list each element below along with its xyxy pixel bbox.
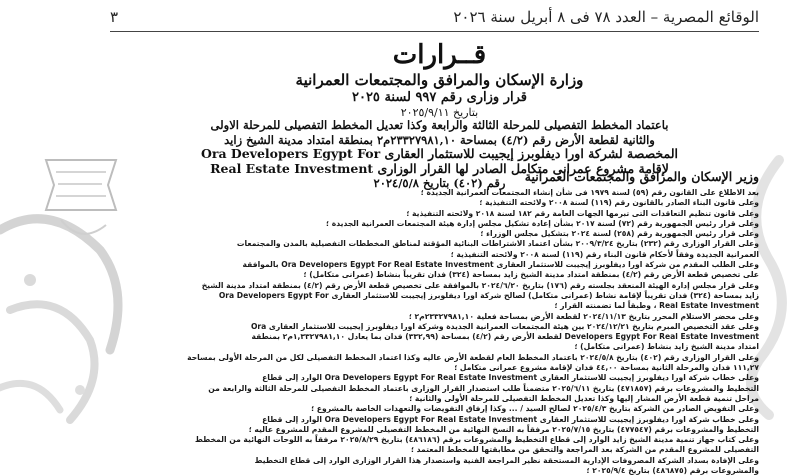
body-line: وعلى الإفادة بسداد الشركة المصروفات الإدارية المستحقة نظير المراجعة الفنية واستصدار هذا القرار الوزارى الوارد إلى قطاع التخطيط <box>254 455 759 465</box>
subject-line: والثانية لقطعة الأرض رقم (٤/٢) بمساحة ٢٣٣٢٧٩٨١,١٠م٢ بمنطقة امتداد مدينة الشيخ زايد <box>224 132 655 147</box>
body-line: وعلى قرار رئيس الجمهورية رقم (٢٥٨) لسنة ٢٠٢٤ بتشكيل مجلس الوزراء ؛ <box>480 229 759 239</box>
ministry-name: وزارة الإسكان والمرافق والمجتمعات العمرانية <box>295 71 584 89</box>
body-line: التخطيط والمشروعات برقم (٤٧١٨٥٧) بتاريخ ٢٠٢٥/٦/١١ متضمناً طلب استصدار القرار الوزارى باعتماد المخطط التفصيلى للمرحلة الثالثة والرابعة من <box>208 383 759 393</box>
body-line: وعلى كتاب جهاز تنمية مدينة الشيخ زايد الوارد إلى قطاع التخطيط والمشروعات برقم (٤٨٦١٨٦) بتاريخ ٢٠٢٥/٨/٢٩ مرفقاً به اللوحات النهائية من المخطط <box>195 435 759 445</box>
section-title: قــرارات <box>392 40 487 70</box>
body-line: وعلى قرار مجلس إدارة الهيئة المنعقد بجلسته رقم (١٧٦) بتاريخ ٢٠٢٤/٦/٢٠ بالموافقة على تخصيص قطعة الأرض رقم (٤/٢) بمنطقة امتداد مدينة الشيخ <box>201 280 759 290</box>
decree-heading <box>120 40 759 120</box>
body-line: بعد الاطلاع على القانون رقم (٥٩) لسنة ١٩٧٩ فى شأن إنشاء المجتمعات العمرانية الجديدة ؛ <box>420 188 759 197</box>
stamp-graphic <box>36 150 126 250</box>
body-line: وعلى القرار الوزارى رقم (٢٣٢) بتاريخ ٢٠٠٩/٣/٢٤ بشأن اعتماد الاشتراطات البنائية المؤقتة لمناطق المخططات التفصيلية بالمدن والمجتمعات <box>236 239 759 249</box>
publication-line: الوقائع المصرية – العدد ٧٨ فى ٨ أبريل سنة ٢٠٢٦ <box>453 8 759 26</box>
body-line: وعلى عقد التخصيص المبرم بتاريخ ٢٠٢٤/١٢/٢١ بين هيئة المجتمعات العمرانية الجديدة وشركة اورا ديفلوبرز إيجيبت للاستثمار العقارى Ora <box>250 321 759 331</box>
body-line: وعلى قرار رئيس الجمهورية رقم (٧٢) لسنة ٢٠١٧ بشأن إعادة تشكيل مجلس إدارة هيئة المجتمعات العمرانية الجديدة ؛ <box>326 218 759 228</box>
body-line: Real Estate Investment ، وطبقاً لما تضمنته القرار ؛ <box>554 301 759 311</box>
body-line: زايد بمساحة (٣٢٤) فدان تقريباً لإقامة نشاط (عمرانى متكامل) لصالح شركة اورا ديفلوبرز إيجيبت للاستثمار العقارى Ora Developers Egypt For <box>218 290 759 300</box>
body-line: Developers Egypt For Real Estate Investment لقطعة الأرض رقم (٤/٢) بمساحة (٣٣٢,٩٩) فدان بما يعادل ١,٣٣٢٧٩٨١,١٠م٢ بمنطقة <box>251 332 759 342</box>
subject-line: باعتماد المخطط التفصيلى للمرحلة الثالثة والرابعة وكذا تعديل المخطط التفصيلى للمرحلة الاولى <box>210 118 669 132</box>
body-line: وعلى خطاب شركة اورا ديفلوبرز إيجيبت للاستثمار العقارى Ora Developers Egypt For Real Estate Investment الوارد إلى قطاع <box>262 414 759 424</box>
minister-title: وزير الإسكان والمرافق والمجتمعات العمرانية <box>524 169 759 184</box>
subject-line: رقم (٤٠٢) بتاريخ ٢٠٢٤/٥/٨ <box>373 176 506 190</box>
body-line: وعلى التفويض الصادر من الشركة بتاريخ ٢٠٢٥/٤/٣ لصالح السيد / ... وكذا إرفاق التفويضات والتعهدات الخاصة بالمشروع ؛ <box>311 404 759 414</box>
body-line: وعلى قانون تنظيم التعاقدات التى تبرمها الجهات العامة رقم ١٨٢ لسنة ٢٠١٨ ولائحته التنفيذية ؛ <box>406 208 759 218</box>
subject-line: المخصصة لشركة اورا ديفلوبرز إيجيبت للاستثمار العقارى Ora Developers Egypt For <box>201 146 678 161</box>
body-line: ١١١,٢٧ فدان والمرحلة الثانية بمساحة ٤٤,٠٠ فدان لإقامة مشروع عمرانى متكامل ؛ <box>454 363 759 373</box>
body-line: التفصيلى للمشروع المقدم من الشركة بعد المراجعة والتحقق من مطابقتها للمخطط المعتمد ؛ <box>410 445 759 455</box>
body-line: مراحل تنمية قطعة الأرض المشار إليها وكذا تعديل المخطط التفصيلى للمرحلة الأولى والثانية ؛ <box>409 393 759 403</box>
running-header <box>110 6 759 28</box>
page-number: ٣ <box>110 8 119 26</box>
body-line: وعلى محضر الاستلام المحرر بتاريخ ٢٠٢٤/١١/١٣ لقطعة الأرض بمساحة فعلية ٢٣٣٢٧٩٨١,١٠م٢ ؛ <box>408 311 759 321</box>
decree-body <box>120 188 759 476</box>
decree-date: بتاريخ ٢٠٢٥/٩/١١ <box>400 106 479 119</box>
body-line: وعلى القرار الوزارى رقم (٤٠٢) بتاريخ ٢٠٢٤/٥/٨ باعتماد المخطط العام لقطعة الأرض عاليه وكذا اعتماد المخطط التفصيلى لكل من المرحلة الأولى بمساحة <box>187 352 759 362</box>
body-line: والمشروعات برقم (٤٨٦٨٧٥) بتاريخ ٢٠٢٥/٩/٤ ؛ <box>586 466 759 476</box>
subject-line: لإقامة مشروع عمرانى متكامل الصادر لها القرار الوزارى Real Estate Investment <box>210 160 669 176</box>
body-line: وعلى الطلب المقدم من شركة اورا ديفلوبرز إيجيبت للاستثمار العقارى Ora Developers Egypt For Real Estate Investment بالموافقة <box>242 260 759 270</box>
body-line: العمرانية الجديدة وفقاً لأحكام قانون البناء رقم (١١٩) لسنة ٢٠٠٨ ولائحته التنفيذية ؛ <box>450 249 759 259</box>
body-line: وعلى قانون البناء الصادر بالقانون رقم (١١٩) لسنة ٢٠٠٨ ولائحته التنفيذية ؛ <box>479 198 759 208</box>
body-line: على تخصيص قطعة الأرض رقم (٤/٢) بمنطقة امتداد مدينة الشيخ زايد بمساحة (٣٢٤) فدان تقريباً بنشاط (عمرانى متكامل) ؛ <box>303 270 759 280</box>
body-line: وعلى خطاب شركة اورا ديفلوبرز إيجيبت للاستثمار العقارى Ora Developers Egypt For Real Estate Investment الوارد إلى قطاع <box>262 373 759 383</box>
body-line: امتداد مدينة الشيخ زايد بنشاط (عمرانى متكامل) ؛ <box>574 342 759 352</box>
decree-number: قرار وزارى رقم ٩٩٧ لسنة ٢٠٢٥ <box>351 90 528 105</box>
header-rule <box>110 31 759 32</box>
body-line: التخطيط والمشروعات برقم (٤٧٧٥٤٧) بتاريخ ٢٠٢٥/٧/١٥ مرفقاً به النسخ النهائية من المخطط التفصيلى للمشروع المقدم للمشروع عاليه ؛ <box>248 424 759 434</box>
